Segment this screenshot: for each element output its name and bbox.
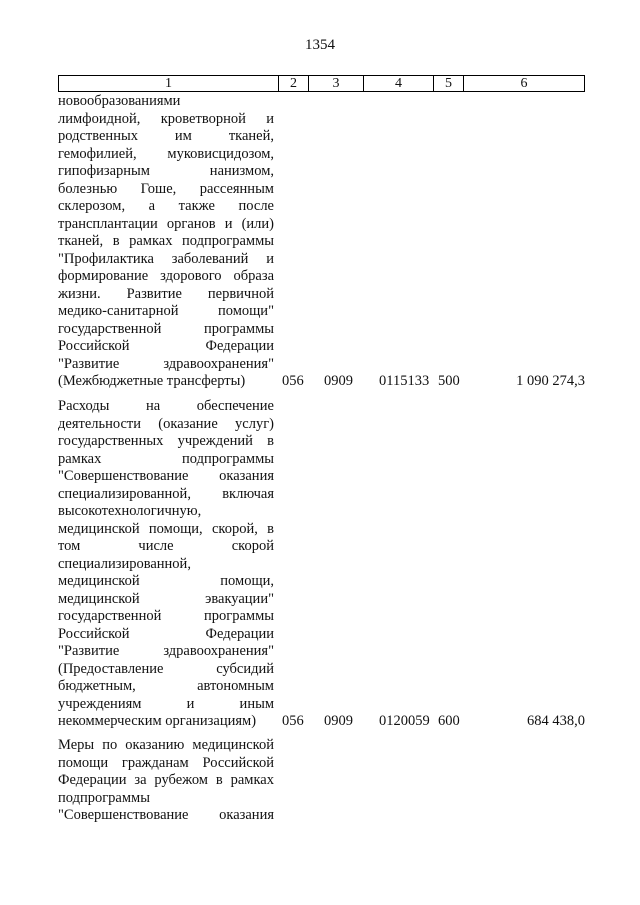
description-line: трансплантации органов и (или) xyxy=(58,215,274,232)
description-line: новообразованиями xyxy=(58,93,181,109)
row-description xyxy=(58,93,274,391)
description-line: том числе скорой xyxy=(58,538,274,554)
chapter-code: 056 xyxy=(282,713,304,729)
description-line: рамках подпрограммы xyxy=(58,450,274,467)
description-line: помощи гражданам Российской xyxy=(58,754,274,771)
table-row xyxy=(58,93,585,391)
section-code: 0909 xyxy=(324,373,353,389)
expense-type-code: 500 xyxy=(438,373,460,389)
row-description xyxy=(58,737,274,825)
amount: 684 438,0 xyxy=(527,713,585,729)
description-line: высокотехнологичную, xyxy=(58,503,202,519)
description-line: гипофизарным нанизмом, xyxy=(58,163,274,179)
description-line: деятельности (оказание услуг) xyxy=(58,415,274,432)
description-line: болезнью Гоше, рассеянным xyxy=(58,180,274,197)
description-line: формирование здорового образа xyxy=(58,268,274,284)
description-line: государственной программы xyxy=(58,320,274,337)
target-article-code: 0115133 xyxy=(379,373,430,389)
description-line: специализированной, xyxy=(58,555,191,572)
description-line: медицинской эвакуации" xyxy=(58,590,274,607)
description-line: жизни. Развитие первичной xyxy=(58,285,274,302)
header-col-1: 1 xyxy=(59,76,279,91)
description-line: подпрограммы xyxy=(58,789,150,806)
description-line: родственных им тканей, xyxy=(58,128,274,144)
description-line: медико-санитарной помощи" xyxy=(58,303,274,319)
description-line: некоммерческим организациям) xyxy=(58,713,257,729)
description-line: Российской Федерации xyxy=(58,338,274,354)
header-col-4: 4 xyxy=(364,76,434,91)
description-line: (Межбюджетные трансферты) xyxy=(58,373,246,389)
description-line: специализированной, включая xyxy=(58,485,274,502)
description-line: "Совершенствование оказания xyxy=(58,468,274,484)
description-line: "Развитие здравоохранения" xyxy=(58,355,274,372)
description-line: Меры по оказанию медицинской xyxy=(58,737,274,753)
section-code: 0909 xyxy=(324,713,353,729)
header-col-3: 3 xyxy=(309,76,364,91)
table-header-row xyxy=(58,75,585,92)
expense-type-code: 600 xyxy=(438,713,460,729)
header-col-6: 6 xyxy=(520,76,528,91)
amount: 1 090 274,3 xyxy=(516,373,585,389)
description-line: медицинской помощи, xyxy=(58,573,274,589)
row-description xyxy=(58,398,274,731)
header-col-2: 2 xyxy=(279,76,309,91)
description-line: тканей, в рамках подпрограммы xyxy=(58,233,274,249)
table-row xyxy=(58,398,585,731)
description-line: Федерации за рубежом в рамках xyxy=(58,772,274,788)
description-line: Расходы на обеспечение xyxy=(58,398,274,414)
target-article-code: 0120059 xyxy=(379,713,430,729)
description-line: учреждениям и иным xyxy=(58,695,274,712)
description-line: Российской Федерации xyxy=(58,625,274,642)
description-line: государственной программы xyxy=(58,608,274,624)
header-col-5: 5 xyxy=(434,76,464,91)
page-number: 1354 xyxy=(305,37,335,53)
description-line: "Развитие здравоохранения" xyxy=(58,643,274,659)
description-line: "Профилактика заболеваний и xyxy=(58,250,274,267)
description-line: склерозом, а также после xyxy=(58,198,274,214)
description-line: бюджетным, автономным xyxy=(58,678,274,694)
description-line: "Совершенствование оказания xyxy=(58,807,274,823)
table-row xyxy=(58,737,585,825)
description-line: лимфоидной, кроветворной и xyxy=(58,110,274,127)
description-line: государственных учреждений в xyxy=(58,433,274,449)
chapter-code: 056 xyxy=(282,373,304,389)
description-line: гемофилией, муковисцидозом, xyxy=(58,145,274,162)
description-line: (Предоставление субсидий xyxy=(58,660,274,677)
description-line: медицинской помощи, скорой, в xyxy=(58,520,274,537)
